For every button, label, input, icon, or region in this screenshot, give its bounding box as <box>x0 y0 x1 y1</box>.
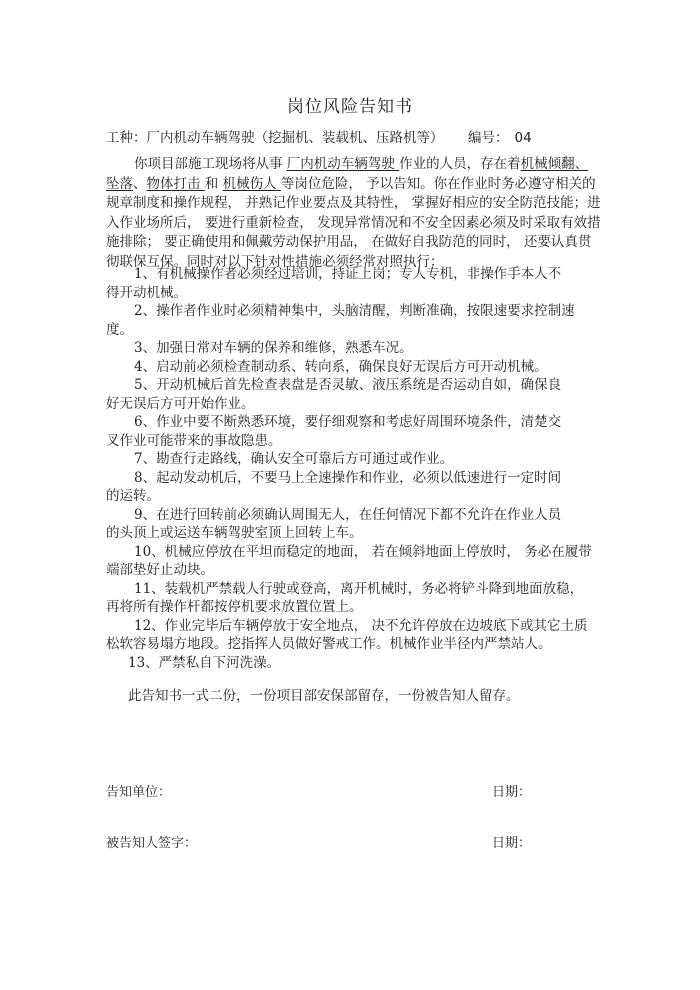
page-title: 岗位风险告知书 <box>287 97 413 117</box>
work-type: 工种：厂内机动车辆驾驶（挖掘机、装载机、压路机等） <box>106 130 444 146</box>
measure-item-line: 的运转。 <box>106 488 160 504</box>
underlined-hazard: 坠落 <box>106 175 133 192</box>
notifying-unit-label: 告知单位： <box>106 785 172 800</box>
intro-text: 等岗位危险， 予以告知。你在作业时务必遵守相关的 <box>280 175 596 192</box>
measure-item-line: 10、机械应停放在平坦而稳定的地面， 若在倾斜地面上停放时， 务必在履带 <box>134 543 592 560</box>
measure-item-line: 6、作业中要不断熟悉环境，要仔细观察和考虑好周围环境条件，清楚交 <box>134 414 562 430</box>
date-label: 日期： <box>492 785 532 800</box>
measure-item-line: 度。 <box>106 321 133 338</box>
intro-line <box>106 191 601 211</box>
underlined-hazard: 机械伤人 <box>222 175 281 192</box>
notified-person-signature-label: 被告知人签字： <box>106 836 198 851</box>
underlined-hazard: 物体打击 <box>146 175 205 192</box>
intro-text: 彻联保互保。同时对以下针对性措施必须经常对照执行： <box>106 254 444 270</box>
measure-item-line: 松软容易塌方地段。挖指挥人员做好警戒工作。机械作业半径内严禁站人。 <box>106 636 552 652</box>
measure-item-line: 的头顶上或运送车辆驾驶室顶上回转上车。 <box>106 525 363 541</box>
number-label: 编号： <box>468 130 509 146</box>
measure-item-line: 5、开动机械后首先检查表盘是否灵敏、液压系统是否运动自如，确保良 <box>134 377 562 393</box>
closing-statement: 此告知书一式二份，一份项目部安保部留存，一份被告知人留存。 <box>128 688 520 704</box>
intro-line <box>106 152 588 172</box>
measure-item-line: 11、装载机严禁载人行驶或登高，离开机械时，务必将铲斗降到地面放稳， <box>134 580 584 597</box>
intro-text: 和 <box>204 175 223 192</box>
intro-line <box>106 211 601 231</box>
underlined-hazard: 厂内机动车辆驾驶 <box>286 156 400 172</box>
measure-item-line: 再将所有操作杆都按停机要求放置位置上。 <box>106 599 363 615</box>
intro-text: 作业的人员，存在着 <box>399 156 521 172</box>
intro-text: 你项目部施工现场将从事 <box>134 156 287 172</box>
measure-item-line: 4、启动前必须检查制动系、转向系，确保良好无误后方可开动机械。 <box>134 358 548 375</box>
intro-text: 施排除； 要正确使用和佩戴劳动保护用品， 在做好自我防范的同时， 还要认真贯 <box>106 234 592 251</box>
measure-item-line: 端部垫好止动块。 <box>106 562 214 578</box>
measure-item-line: 12、作业完毕后车辆停放于安全地点， 决不允许停放在边坡底下或其它土质 <box>134 617 588 634</box>
measure-item-line: 7、勘查行走路线，确认安全可靠后方可通过或作业。 <box>134 451 454 467</box>
measure-item-line: 得开动机械。 <box>106 284 187 301</box>
intro-line <box>106 172 596 192</box>
intro-text: 规章制度和操作规程， 并熟记作业要点及其特性， 掌握好相应的安全防范技能；进 <box>106 195 601 212</box>
measure-item-line: 3、加强日常对车辆的保养和维修，熟悉车况。 <box>134 340 413 356</box>
underlined-hazard: 机械倾翻、 <box>520 156 589 172</box>
intro-text: 、 <box>133 175 147 192</box>
measure-item-line: 1、有机械操作者必须经过培训，持证上岗；专人专机，非操作手本人不 <box>134 266 562 282</box>
measure-item-line: 2、操作者作业时必须精神集中，头脑清醒，判断准确，按限速要求控制速 <box>134 303 575 319</box>
measure-item-line: 好无误后方可开始作业。 <box>106 395 255 412</box>
measure-item-line: 8、起动发动机后，不要马上全速操作和作业，必须以低速进行一定时间 <box>134 469 562 486</box>
intro-line <box>106 230 591 250</box>
document-number <box>468 126 532 146</box>
date-label: 日期： <box>492 836 532 851</box>
measure-item-line: 叉作业可能带来的事故隐患。 <box>106 432 282 449</box>
number-value: 04 <box>514 130 532 146</box>
intro-text: 入作业场所后， 要进行重新检查， 发现异常情况和不安全因素必须及时采取有效措 <box>106 214 601 231</box>
measure-item-line: 13、严禁私自下河洗澡。 <box>128 654 281 671</box>
measure-item-line: 9、在进行回转前必须确认周围无人，在任何情况下都不允许在作业人员 <box>134 506 562 523</box>
